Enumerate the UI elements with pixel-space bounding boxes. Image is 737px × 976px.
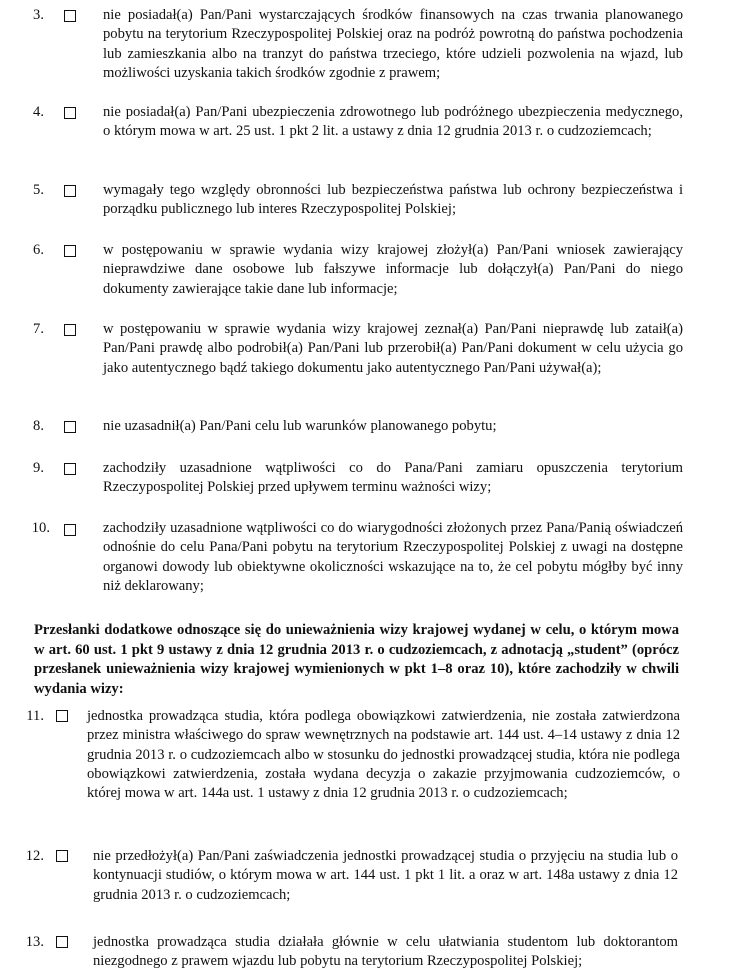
item-text: nie posiadał(a) Pan/Pani wystarczających środków finansowych na czas trwania planowanego pobytu na terytorium Rzeczypospolitej Polskiej oraz na podróż powrotną do państwa pochodzenia lub zamieszkania albo na tranzyt do państwa trzeciego, które udzieli pozwolenia na wjazd, lub możliwości uzyskania takich środków zgodnie z prawem; xyxy=(103,7,683,81)
item-text: zachodziły uzasadnione wątpliwości co do Pana/Pani zamiaru opuszczenia terytorium Rzeczypospolitej Polskiej przed upływem terminu ważności wizy; xyxy=(103,460,683,496)
item-text: nie przedłożył(a) Pan/Pani zaświadczenia jednostki prowadzącej studia o przyjęciu na studia lub o kontynuacji studiów, o którym mowa w art. 144 ust. 1 pkt 1 lit. a oraz w art. 148a ustawy z dnia 12 grudnia 2013 r. o cudzoziemcach; xyxy=(93,848,678,903)
item-number: 6. xyxy=(33,242,44,258)
checkbox[interactable] xyxy=(64,107,76,119)
item-number: 13. xyxy=(25,934,44,950)
checkbox[interactable] xyxy=(56,710,68,722)
item-number: 4. xyxy=(33,104,44,120)
item-number: 12. xyxy=(25,848,44,864)
checkbox[interactable] xyxy=(64,324,76,336)
item-text: jednostka prowadząca studia działała głównie w celu ułatwiania studentom lub doktorantom niezgodnego z prawem wjazdu lub pobytu na terytorium Rzeczypospolitej Polskiej; xyxy=(93,934,678,970)
item-number: 3. xyxy=(33,7,44,23)
item-number: 11. xyxy=(26,708,44,724)
checkbox[interactable] xyxy=(64,185,76,197)
item-text: jednostka prowadząca studia, która podlega obowiązkowi zatwierdzenia, nie została zatwierdzona przez ministra właściwego do spraw wewnętrznych na podstawie art. 144 ust. 4–14 ustawy z dnia 12 grudnia 2013 r. o cudzoziemcach albo w stosunku do jednostki prowadzącej studia, która nie podlega obowiązkowi zatwierdzenia, została wydana decyzja o zakazie przyjmowania cudzoziemców, o której mowa w art. 144a ust. 1 ustawy z dnia 12 grudnia 2013 r. o cudzoziemcach; xyxy=(87,708,680,802)
item-number: 5. xyxy=(33,182,44,198)
checkbox[interactable] xyxy=(64,421,76,433)
item-text: w postępowaniu w sprawie wydania wizy krajowej złożył(a) Pan/Pani wniosek zawierający nieprawdziwe dane osobowe lub fałszywe informacje lub dołączył(a) Pan/Pani do niego dokumenty zawierające takie dane lub informacje; xyxy=(103,242,683,297)
checkbox[interactable] xyxy=(56,936,68,948)
checkbox[interactable] xyxy=(56,850,68,862)
checkbox[interactable] xyxy=(64,463,76,475)
checkbox[interactable] xyxy=(64,524,76,536)
section-heading: Przesłanki dodatkowe odnoszące się do unieważnienia wizy krajowej wydanej w celu, o którym mowa w art. 60 ust. 1 pkt 9 ustawy z dnia 12 grudnia 2013 r. o cudzoziemcach, z adnotacją „student” (oprócz przesłanek unieważnienia wizy krajowej wymienionych w pkt 1–8 oraz 10), które zachodziły w chwili wydania wizy: xyxy=(34,622,679,697)
checkbox[interactable] xyxy=(64,245,76,257)
item-number: 10. xyxy=(31,520,50,536)
item-number: 8. xyxy=(33,418,44,434)
item-text: wymagały tego względy obronności lub bezpieczeństwa państwa lub ochrony bezpieczeństwa i porządku publicznego lub interes Rzeczypospolitej Polskiej; xyxy=(103,182,683,218)
item-text: w postępowaniu w sprawie wydania wizy krajowej zeznał(a) Pan/Pani nieprawdę lub zataił(a) Pan/Pani prawdę albo podrobił(a) Pan/Pani lub przerobił(a) Pan/Pani dokument w celu użycia go jako autentycznego bądź takiego dokumentu jako autentycznego Pan/Pani używał(a); xyxy=(103,321,683,376)
item-text: nie posiadał(a) Pan/Pani ubezpieczenia zdrowotnego lub podróżnego ubezpieczenia medycznego, o którym mowa w art. 25 ust. 1 pkt 2 lit. a ustawy z dnia 12 grudnia 2013 r. o cudzoziemcach; xyxy=(103,104,683,140)
item-number: 9. xyxy=(33,460,44,476)
checkbox[interactable] xyxy=(64,10,76,22)
item-number: 7. xyxy=(33,321,44,337)
item-text: zachodziły uzasadnione wątpliwości co do wiarygodności złożonych przez Pana/Panią oświadczeń odnośnie do celu Pana/Pani pobytu na terytorium Rzeczypospolitej Polskiej z uwagi na dostępne organowi dowody lub obiektywne okoliczności wskazujące na to, że cel pobytu mógłby być inny niż deklarowany; xyxy=(103,520,683,594)
item-text: nie uzasadnił(a) Pan/Pani celu lub warunków planowanego pobytu; xyxy=(103,418,497,434)
